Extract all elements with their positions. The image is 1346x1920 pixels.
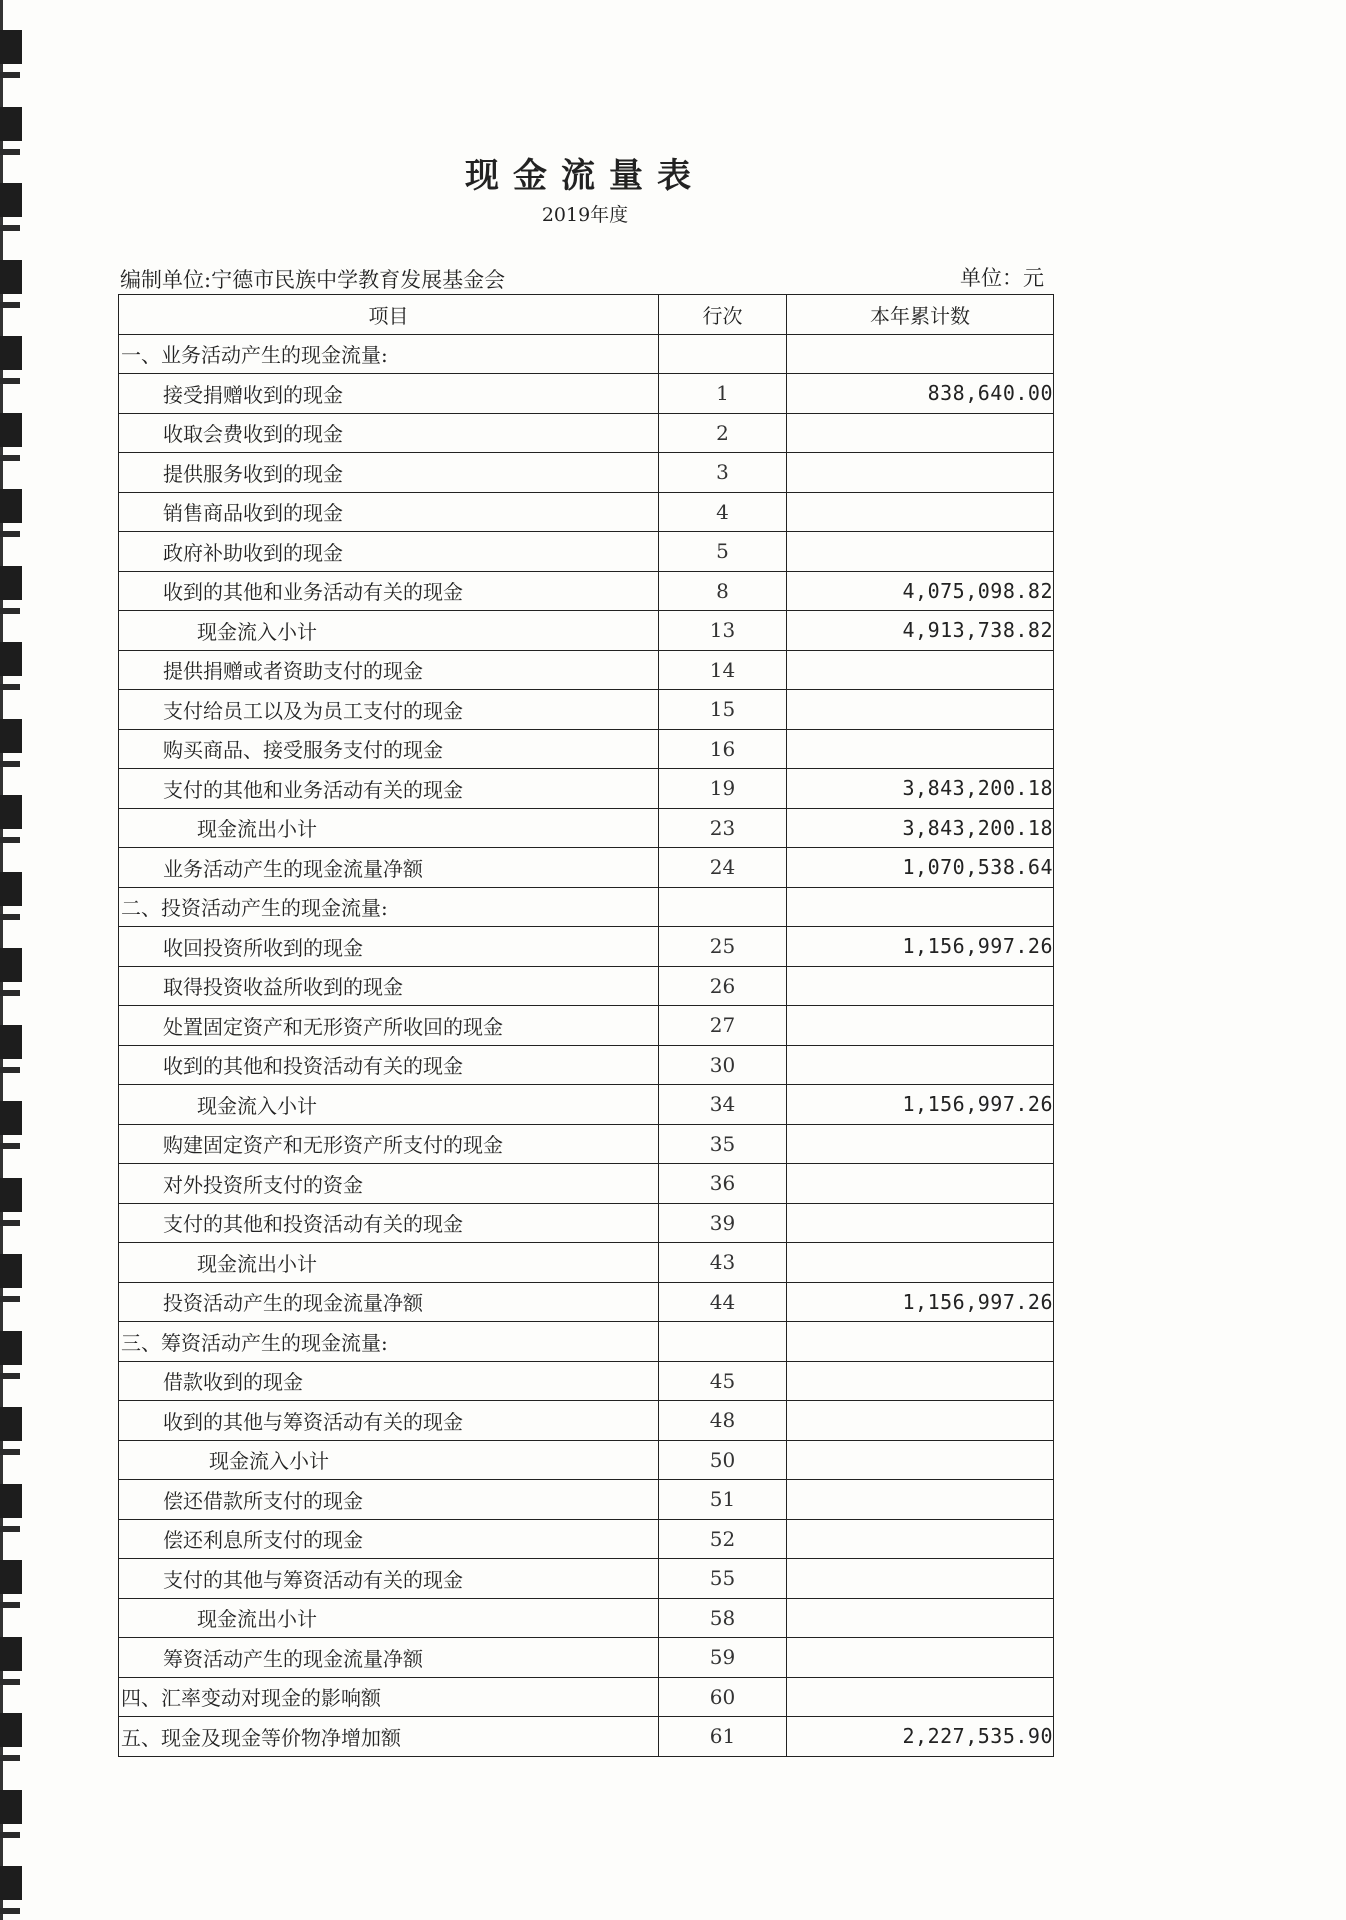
table-row (119, 413, 1054, 453)
table-row (119, 1243, 1054, 1283)
row-line-no: 58 (659, 1598, 787, 1638)
table-row (119, 1124, 1054, 1164)
table-row (119, 1480, 1054, 1520)
row-amount (787, 453, 1054, 493)
binding-mark (0, 608, 20, 614)
binding-hole (0, 1178, 22, 1212)
row-item-label: 收取会费收到的现金 (119, 413, 659, 453)
row-amount (787, 1124, 1054, 1164)
row-amount (787, 729, 1054, 769)
table-row (119, 1440, 1054, 1480)
row-item-label: 购建固定资产和无形资产所支付的现金 (119, 1124, 659, 1164)
table-row (119, 887, 1054, 927)
binding-hole (0, 336, 22, 370)
row-line-no: 52 (659, 1519, 787, 1559)
row-line-no: 39 (659, 1203, 787, 1243)
row-item-label: 对外投资所支付的资金 (119, 1164, 659, 1204)
binding-mark (0, 378, 20, 384)
binding-mark (0, 455, 20, 461)
table-row (119, 1638, 1054, 1678)
row-line-no: 35 (659, 1124, 787, 1164)
row-item-label: 收到的其他和投资活动有关的现金 (119, 1045, 659, 1085)
row-line-no: 34 (659, 1085, 787, 1125)
binding-mark (0, 1067, 20, 1073)
binding-mark (0, 1296, 20, 1302)
row-line-no: 2 (659, 413, 787, 453)
row-amount (787, 413, 1054, 453)
binding-hole (0, 795, 22, 829)
header-line-no: 行次 (659, 295, 787, 335)
row-item-label: 三、筹资活动产生的现金流量: (119, 1322, 659, 1362)
binding-mark (0, 1449, 20, 1455)
row-amount (787, 1006, 1054, 1046)
binding-mark (0, 1832, 20, 1838)
row-amount (787, 650, 1054, 690)
row-line-no: 19 (659, 769, 787, 809)
row-item-label: 收到的其他和业务活动有关的现金 (119, 571, 659, 611)
row-line-no: 43 (659, 1243, 787, 1283)
binding-hole (0, 260, 22, 294)
row-item-label: 支付的其他与筹资活动有关的现金 (119, 1559, 659, 1599)
row-line-no (659, 887, 787, 927)
row-amount (787, 1598, 1054, 1638)
row-line-no: 4 (659, 492, 787, 532)
table-row (119, 1677, 1054, 1717)
row-amount: 838,640.00 (787, 374, 1054, 414)
row-item-label: 一、业务活动产生的现金流量: (119, 334, 659, 374)
binding-mark (0, 1143, 20, 1149)
table-row (119, 1282, 1054, 1322)
row-line-no: 51 (659, 1480, 787, 1520)
binding-mark (0, 1602, 20, 1608)
row-item-label: 现金流入小计 (119, 611, 659, 651)
row-amount (787, 334, 1054, 374)
row-line-no: 14 (659, 650, 787, 690)
table-row (119, 374, 1054, 414)
table-row (119, 690, 1054, 730)
row-amount: 1,156,997.26 (787, 1282, 1054, 1322)
binding-hole (0, 489, 22, 523)
row-item-label: 二、投资活动产生的现金流量: (119, 887, 659, 927)
table-row (119, 334, 1054, 374)
binding-hole (0, 30, 22, 64)
row-line-no: 36 (659, 1164, 787, 1204)
row-item-label: 支付的其他和投资活动有关的现金 (119, 1203, 659, 1243)
table-row (119, 571, 1054, 611)
binding-hole (0, 1331, 22, 1365)
table-row (119, 1598, 1054, 1638)
row-amount (787, 1440, 1054, 1480)
row-item-label: 偿还借款所支付的现金 (119, 1480, 659, 1520)
row-item-label: 偿还利息所支付的现金 (119, 1519, 659, 1559)
binding-hole (0, 872, 22, 906)
table-row (119, 611, 1054, 651)
binding-mark (0, 684, 20, 690)
report-period: 2019年度 (541, 204, 629, 226)
row-item-label: 政府补助收到的现金 (119, 532, 659, 572)
row-amount (787, 1243, 1054, 1283)
table-row (119, 1085, 1054, 1125)
table-row (119, 927, 1054, 967)
row-amount (787, 1638, 1054, 1678)
row-amount (787, 1559, 1054, 1599)
binding-hole (0, 1866, 22, 1900)
row-item-label: 现金流出小计 (119, 1243, 659, 1283)
binding-hole (0, 107, 22, 141)
table-row (119, 650, 1054, 690)
binding-mark (0, 761, 20, 767)
table-row (119, 1401, 1054, 1441)
row-line-no: 50 (659, 1440, 787, 1480)
row-line-no: 60 (659, 1677, 787, 1717)
row-item-label: 接受捐赠收到的现金 (119, 374, 659, 414)
row-item-label: 四、汇率变动对现金的影响额 (119, 1677, 659, 1717)
binding-mark (0, 914, 20, 920)
row-amount (787, 1519, 1054, 1559)
binding-mark (0, 1679, 20, 1685)
row-item-label: 销售商品收到的现金 (119, 492, 659, 532)
binding-hole (0, 948, 22, 982)
row-line-no (659, 334, 787, 374)
binding-hole (0, 719, 22, 753)
row-item-label: 业务活动产生的现金流量净额 (119, 848, 659, 888)
table-row (119, 848, 1054, 888)
row-item-label: 五、现金及现金等价物净增加额 (119, 1717, 659, 1757)
row-amount: 3,843,200.18 (787, 769, 1054, 809)
table-row (119, 966, 1054, 1006)
table-row (119, 1519, 1054, 1559)
table-row (119, 808, 1054, 848)
row-line-no: 8 (659, 571, 787, 611)
binding-mark (0, 837, 20, 843)
table-row (119, 1322, 1054, 1362)
binding-hole (0, 1484, 22, 1518)
row-item-label: 现金流入小计 (119, 1440, 659, 1480)
row-amount: 1,070,538.64 (787, 848, 1054, 888)
row-line-no: 59 (659, 1638, 787, 1678)
row-item-label: 收回投资所收到的现金 (119, 927, 659, 967)
row-line-no: 44 (659, 1282, 787, 1322)
row-line-no: 30 (659, 1045, 787, 1085)
row-line-no: 16 (659, 729, 787, 769)
table-row (119, 453, 1054, 493)
row-amount: 1,156,997.26 (787, 927, 1054, 967)
row-amount (787, 1480, 1054, 1520)
row-line-no: 25 (659, 927, 787, 967)
row-amount (787, 492, 1054, 532)
row-line-no: 45 (659, 1361, 787, 1401)
row-line-no: 26 (659, 966, 787, 1006)
row-amount (787, 887, 1054, 927)
row-line-no: 15 (659, 690, 787, 730)
table-row (119, 492, 1054, 532)
row-line-no: 55 (659, 1559, 787, 1599)
row-item-label: 提供服务收到的现金 (119, 453, 659, 493)
row-line-no: 3 (659, 453, 787, 493)
binding-mark (0, 72, 20, 78)
binding-hole (0, 566, 22, 600)
table-row (119, 1717, 1054, 1757)
table-row (119, 532, 1054, 572)
row-line-no: 27 (659, 1006, 787, 1046)
table-header-row (119, 295, 1054, 335)
binding-mark (0, 1526, 20, 1532)
row-item-label: 取得投资收益所收到的现金 (119, 966, 659, 1006)
row-amount (787, 1203, 1054, 1243)
row-amount: 2,227,535.90 (787, 1717, 1054, 1757)
row-line-no: 23 (659, 808, 787, 848)
row-line-no: 1 (659, 374, 787, 414)
row-amount: 3,843,200.18 (787, 808, 1054, 848)
row-line-no: 48 (659, 1401, 787, 1441)
binding-hole (0, 1254, 22, 1288)
page-title: 现金流量表 (465, 156, 705, 196)
table-row (119, 1164, 1054, 1204)
table-row (119, 729, 1054, 769)
table-row (119, 1045, 1054, 1085)
row-item-label: 现金流出小计 (119, 1598, 659, 1638)
row-amount (787, 1322, 1054, 1362)
binding-hole (0, 1101, 22, 1135)
organization-label: 编制单位:宁德市民族中学教育发展基金会 (120, 268, 506, 292)
binding-hole (0, 1790, 22, 1824)
binding-mark (0, 1373, 20, 1379)
binding-holes (0, 0, 40, 1920)
row-amount (787, 1045, 1054, 1085)
binding-mark (0, 1755, 20, 1761)
binding-hole (0, 1560, 22, 1594)
table-row (119, 1361, 1054, 1401)
row-item-label: 提供捐赠或者资助支付的现金 (119, 650, 659, 690)
row-item-label: 处置固定资产和无形资产所收回的现金 (119, 1006, 659, 1046)
header-amount: 本年累计数 (787, 295, 1054, 335)
row-item-label: 投资活动产生的现金流量净额 (119, 1282, 659, 1322)
binding-mark (0, 302, 20, 308)
row-line-no: 5 (659, 532, 787, 572)
row-item-label: 购买商品、接受服务支付的现金 (119, 729, 659, 769)
binding-mark (0, 531, 20, 537)
row-line-no: 24 (659, 848, 787, 888)
row-amount: 1,156,997.26 (787, 1085, 1054, 1125)
row-amount (787, 532, 1054, 572)
row-item-label: 借款收到的现金 (119, 1361, 659, 1401)
binding-hole (0, 413, 22, 447)
table-row (119, 1203, 1054, 1243)
binding-hole (0, 1637, 22, 1671)
row-amount: 4,075,098.82 (787, 571, 1054, 611)
binding-hole (0, 642, 22, 676)
binding-mark (0, 1220, 20, 1226)
unit-label: 单位：元 (960, 266, 1044, 290)
row-amount (787, 966, 1054, 1006)
header-item: 项目 (119, 295, 659, 335)
row-line-no: 61 (659, 1717, 787, 1757)
binding-mark (0, 990, 20, 996)
row-item-label: 收到的其他与筹资活动有关的现金 (119, 1401, 659, 1441)
binding-mark (0, 1908, 20, 1914)
table-row (119, 1006, 1054, 1046)
row-item-label: 现金流出小计 (119, 808, 659, 848)
row-line-no: 13 (659, 611, 787, 651)
row-amount: 4,913,738.82 (787, 611, 1054, 651)
row-item-label: 支付给员工以及为员工支付的现金 (119, 690, 659, 730)
row-amount (787, 1361, 1054, 1401)
row-amount (787, 690, 1054, 730)
table-row (119, 769, 1054, 809)
row-item-label: 筹资活动产生的现金流量净额 (119, 1638, 659, 1678)
row-item-label: 支付的其他和业务活动有关的现金 (119, 769, 659, 809)
row-item-label: 现金流入小计 (119, 1085, 659, 1125)
row-amount (787, 1677, 1054, 1717)
binding-hole (0, 1713, 22, 1747)
binding-hole (0, 1407, 22, 1441)
cash-flow-table (118, 294, 1054, 1757)
row-line-no (659, 1322, 787, 1362)
binding-hole (0, 1025, 22, 1059)
table-row (119, 1559, 1054, 1599)
row-amount (787, 1401, 1054, 1441)
row-amount (787, 1164, 1054, 1204)
